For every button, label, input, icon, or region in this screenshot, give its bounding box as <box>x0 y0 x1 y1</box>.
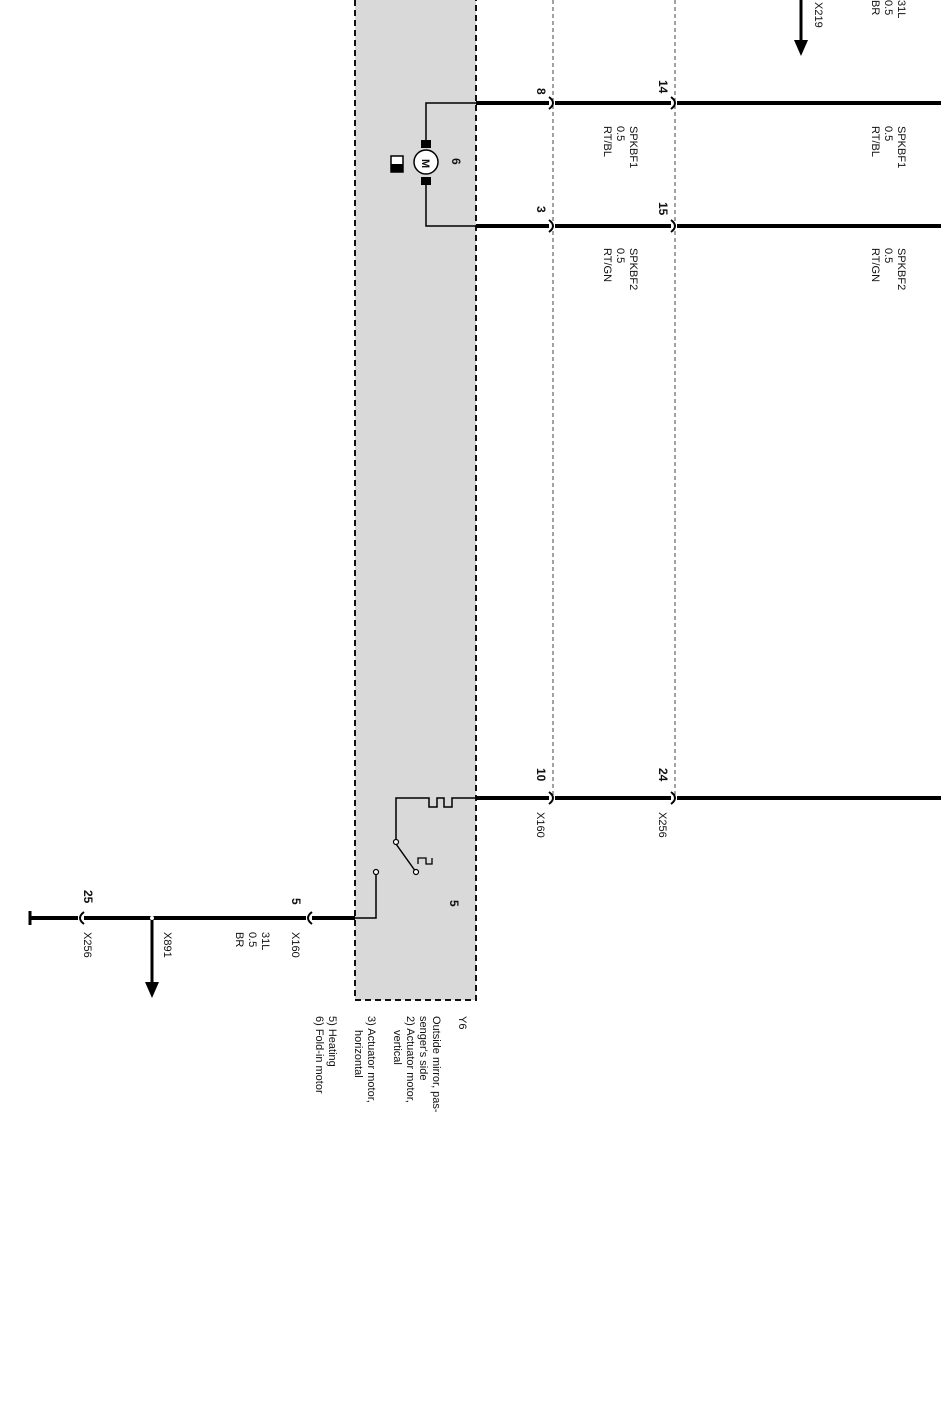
wire-label: 0.5 <box>246 932 258 948</box>
wire-label: SPKBF2 <box>895 248 907 291</box>
wire-label: 31L <box>259 932 271 951</box>
switch-number-label: 5 <box>447 900 461 907</box>
ground-point-label: X891 <box>161 932 173 958</box>
wire-label: SPKBF1 <box>895 126 907 169</box>
connector-label: X256 <box>81 932 93 958</box>
component-box-y6 <box>355 0 476 1000</box>
component-description: senger's side <box>417 1016 429 1081</box>
pin-label: 3 <box>534 206 548 213</box>
wire-spkbf1 <box>476 97 941 109</box>
wire-label: BR <box>233 932 245 948</box>
pin-label: 14 <box>656 80 670 94</box>
component-description: vertical <box>391 1030 403 1065</box>
connector-label: X160 <box>534 812 546 838</box>
wire-label: 0.5 <box>614 126 626 142</box>
motor-number-label: 6 <box>449 158 463 165</box>
pin-label: 15 <box>656 202 670 216</box>
wire-ground <box>30 911 355 998</box>
connector-label: X256 <box>656 812 668 838</box>
wire-label: RT/GN <box>869 248 881 283</box>
pin-label: 8 <box>534 88 548 95</box>
wire-heating <box>476 792 941 804</box>
component-description: 5) Heating <box>326 1016 338 1067</box>
wire-label: 0.5 <box>882 126 894 142</box>
component-description: Outside mirror, pas- <box>430 1016 442 1113</box>
wire-label: BR <box>869 0 881 16</box>
wire-label: SPKBF1 <box>627 126 639 169</box>
wire-label: 31L <box>895 0 907 19</box>
wire-label: 0.5 <box>882 0 894 16</box>
component-description: horizontal <box>352 1030 364 1078</box>
top-ground-arrow <box>794 0 808 56</box>
wire-label: RT/GN <box>601 248 613 283</box>
motor-symbol-label: M <box>419 159 431 169</box>
pin-label: 24 <box>656 768 670 782</box>
wire-label: 0.5 <box>882 248 894 264</box>
wire-label: SPKBF2 <box>627 248 639 291</box>
component-description: 6) Fold-in motor <box>313 1016 325 1094</box>
component-id: Y6 <box>456 1016 468 1030</box>
component-description: 2) Actuator motor, <box>404 1016 416 1103</box>
wire-spkbf2 <box>476 220 941 232</box>
ground-point-label: X219 <box>812 2 824 28</box>
component-description: 3) Actuator motor, <box>365 1016 377 1103</box>
wire-label: 0.5 <box>614 248 626 264</box>
connector-label: X160 <box>289 932 301 958</box>
pin-label: 5 <box>289 898 303 905</box>
pin-label: 25 <box>81 890 95 904</box>
pin-label: 10 <box>534 768 548 782</box>
wire-label: RT/BL <box>869 126 881 157</box>
wire-label: RT/BL <box>601 126 613 157</box>
